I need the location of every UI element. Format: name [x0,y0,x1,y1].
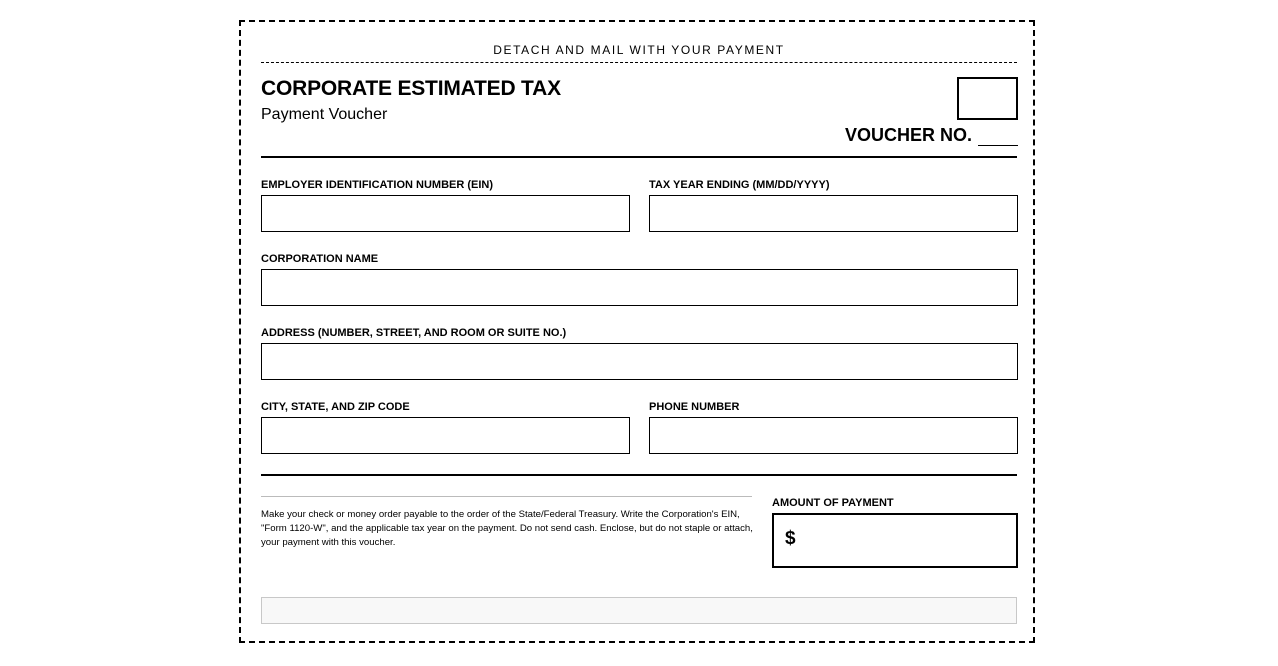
payment-voucher [239,20,1035,643]
address-label: ADDRESS (NUMBER, STREET, AND ROOM OR SUITE NO.) [261,327,567,339]
corporation-name-field[interactable] [261,269,1018,306]
bottom-strip [261,597,1017,624]
fields-divider [261,474,1017,476]
phone-number-field[interactable] [649,417,1018,454]
payment-instructions: Make your check or money order payable to the order of the State/Federal Treasury. Write the Corporation's EIN, "Form 1120-W", and the applicable tax year on the payment. Do not send cash. Enclose, but do not staple or attach, your payment with this voucher. [261,509,753,548]
tax-year-label: TAX YEAR ENDING (MM/DD/YYYY) [649,179,830,191]
city-state-zip-field[interactable] [261,417,630,454]
corporation-name-label: CORPORATION NAME [261,253,379,265]
tax-year-field[interactable] [649,195,1018,232]
city-state-zip-label: CITY, STATE, AND ZIP CODE [261,401,410,413]
ein-field[interactable] [261,195,630,232]
voucher-number-box[interactable] [957,77,1018,120]
form-title: CORPORATE ESTIMATED TAX [261,77,561,100]
ein-label: EMPLOYER IDENTIFICATION NUMBER (EIN) [261,179,494,191]
amount-of-payment-field[interactable] [772,513,1018,568]
detach-instruction: DETACH AND MAIL WITH YOUR PAYMENT [261,43,1017,63]
form-subtitle: Payment Voucher [261,106,388,123]
voucher-number-label: VOUCHER NO. [845,125,973,145]
address-field[interactable] [261,343,1018,380]
dollar-sign: $ [785,528,796,549]
phone-number-label: PHONE NUMBER [649,401,740,413]
amount-of-payment-label: AMOUNT OF PAYMENT [772,497,894,509]
header-divider [261,156,1017,158]
voucher-number-line[interactable] [978,145,1018,146]
instructions-divider [261,496,752,497]
